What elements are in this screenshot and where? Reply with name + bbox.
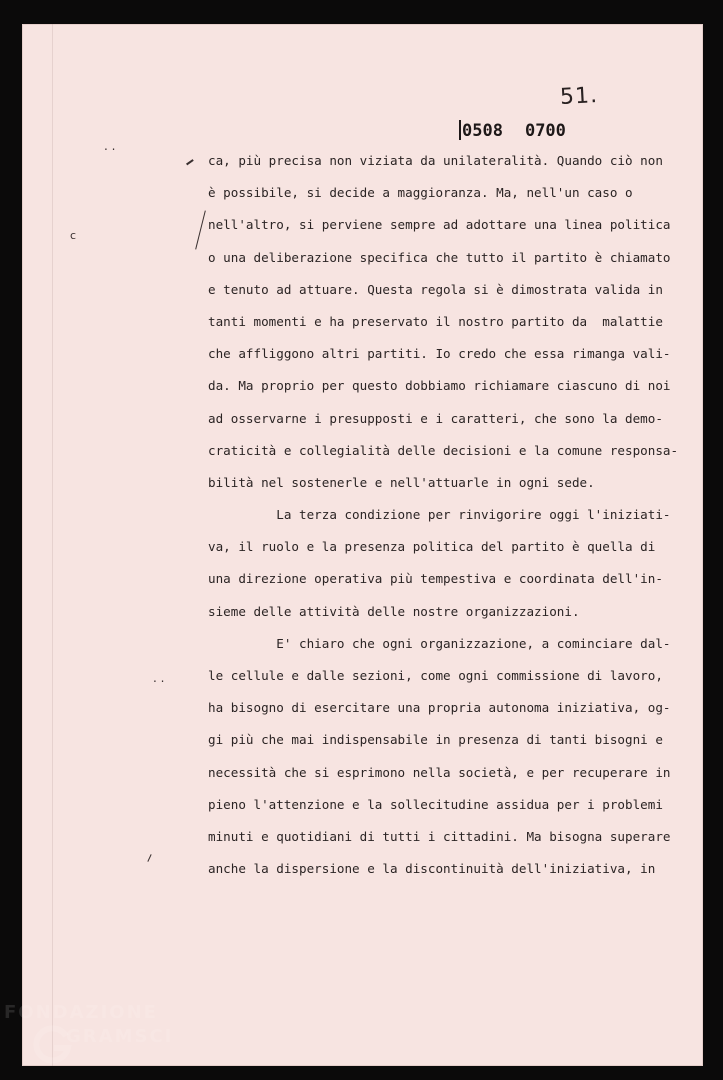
document-page <box>22 24 703 1066</box>
typewritten-body <box>208 145 679 885</box>
text-line: sieme delle attività delle nostre organizzazioni. <box>208 603 580 619</box>
text-line: anche la dispersione e la discontinuità dell'iniziativa, in <box>208 861 656 877</box>
text-line: tanti momenti e ha preservato il nostro partito da malattie <box>208 313 663 329</box>
text-line: craticità e collegialità delle decisioni e la comune responsa- <box>208 442 679 458</box>
text-line: le cellule e dalle sezioni, come ogni commissione di lavoro, <box>208 668 663 683</box>
text-line: o una deliberazione specifica che tutto il partito è chiamato <box>208 249 671 265</box>
margin-tick-mark <box>147 854 151 862</box>
watermark-line2: GRAMSCI <box>66 1026 174 1047</box>
text-line: va, il ruolo e la presenza politica del partito è quella di <box>208 539 656 555</box>
text-line: che affliggono altri partiti. Io credo che essa rimanga vali- <box>208 346 671 362</box>
watermark-line1: FONDAZIONE <box>4 1002 158 1023</box>
handwritten-page-number: 51. <box>559 83 599 110</box>
text-line: necessità che si esprimono nella società, e per recuperare in <box>208 764 671 780</box>
text-line: nell'altro, si perviene sempre ad adottare una linea politica <box>208 217 671 233</box>
text-line: ad osservarne i presupposti e i caratteri, che sono la demo- <box>208 410 663 426</box>
stamp-bar <box>459 120 461 140</box>
text-line: ca, più precisa non viziata da unilateralità. Quando ciò non <box>208 153 663 168</box>
margin-circle: c <box>70 229 77 242</box>
text-line: è possibile, si decide a maggioranza. Ma, nell'un caso o <box>208 185 633 201</box>
text-line: La terza condizione per rinvigorire oggi l'iniziati- <box>208 507 671 523</box>
text-line: gi più che mai indispensabile in presenza di tanti bisogni e <box>208 732 663 748</box>
text-line: E' chiaro che ogni organizzazione, a cominciare dal- <box>208 635 671 651</box>
text-line: pieno l'attenzione e la sollecitudine assidua per i problemi <box>208 796 663 812</box>
text-line: e tenuto ad attuare. Questa regola si è dimostrata valida in <box>208 281 663 297</box>
text-line: bilità nel sostenerle e nell'attuarle in ogni sede. <box>208 474 595 490</box>
margin-dots: . . <box>104 139 116 153</box>
text-line: minuti e quotidiani di tutti i cittadini. Ma bisogna superare <box>208 828 671 844</box>
text-line: da. Ma proprio per questo dobbiamo richiamare ciascuno di noi <box>208 378 671 394</box>
margin-slash-mark <box>195 210 206 249</box>
margin-dots: . . <box>153 671 165 685</box>
text-line: una direzione operativa più tempestiva e coordinata dell'in- <box>208 571 663 587</box>
text-line: ha bisogno di esercitare una propria autonoma iniziativa, og- <box>208 700 671 716</box>
fondazione-gramsci-watermark <box>2 1002 182 1077</box>
archive-stamp-right: 0700 <box>524 121 566 141</box>
margin-tick-mark <box>186 159 193 165</box>
archive-stamp-left: 0508 <box>462 121 503 141</box>
archive-stamp <box>459 120 566 141</box>
